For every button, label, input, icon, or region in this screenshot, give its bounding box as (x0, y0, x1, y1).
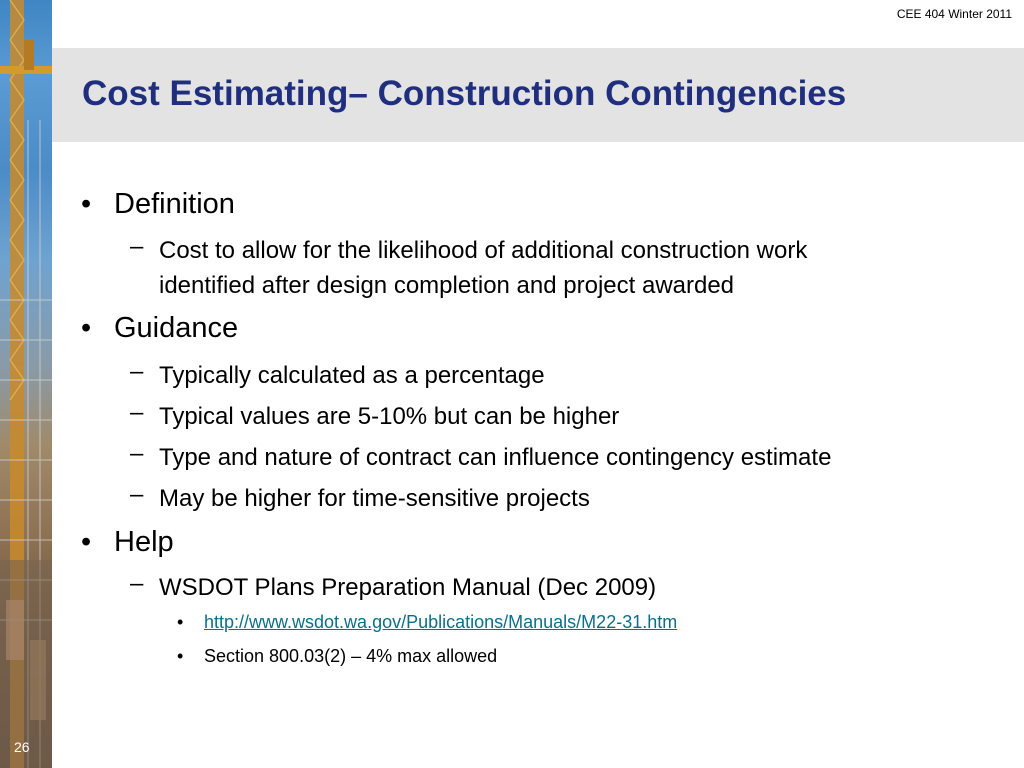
sub-sub-bullet-text: Section 800.03(2) – 4% max allowed (204, 646, 498, 666)
bullet-label: Guidance (114, 312, 239, 344)
bullet-label: Help (114, 526, 174, 558)
sub-bullet-text: WSDOT Plans Preparation Manual (Dec 2009) (159, 574, 657, 601)
bullet-marker: • (81, 188, 92, 220)
dash-marker: – (130, 399, 144, 426)
slide-number: 26 (14, 739, 30, 755)
sub-bullet-text: Type and nature of contract can influence contingency estimate (159, 444, 832, 471)
sub-bullet-text: May be higher for time-sensitive projects (159, 485, 590, 512)
dash-marker: – (130, 570, 144, 597)
bullet-marker: • (81, 526, 92, 558)
dash-marker: – (130, 233, 144, 260)
sub-bullet-text: Typical values are 5-10% but can be higher (159, 403, 620, 430)
sub-bullet-text: Typically calculated as a percentage (159, 362, 545, 389)
bullet-marker: • (177, 646, 184, 666)
page-title: Cost Estimating– Construction Contingencies (82, 74, 847, 113)
course-label: CEE 404 Winter 2011 (896, 7, 1012, 21)
bullet-marker: • (177, 612, 184, 632)
dash-marker: – (130, 358, 144, 385)
wsdot-manual-link[interactable]: http://www.wsdot.wa.gov/Publications/Manuals/M22-31.htm (204, 612, 678, 632)
dash-marker: – (130, 481, 144, 508)
bullet-label: Definition (114, 188, 235, 220)
bullet-marker: • (81, 312, 92, 344)
sub-bullet-line-2: identified after design completion and project awarded (159, 272, 735, 299)
sub-bullet-line-1: Cost to allow for the likelihood of additional construction work (159, 237, 808, 264)
sub-sub-bullet-text (204, 612, 677, 633)
dash-marker: – (130, 440, 144, 467)
